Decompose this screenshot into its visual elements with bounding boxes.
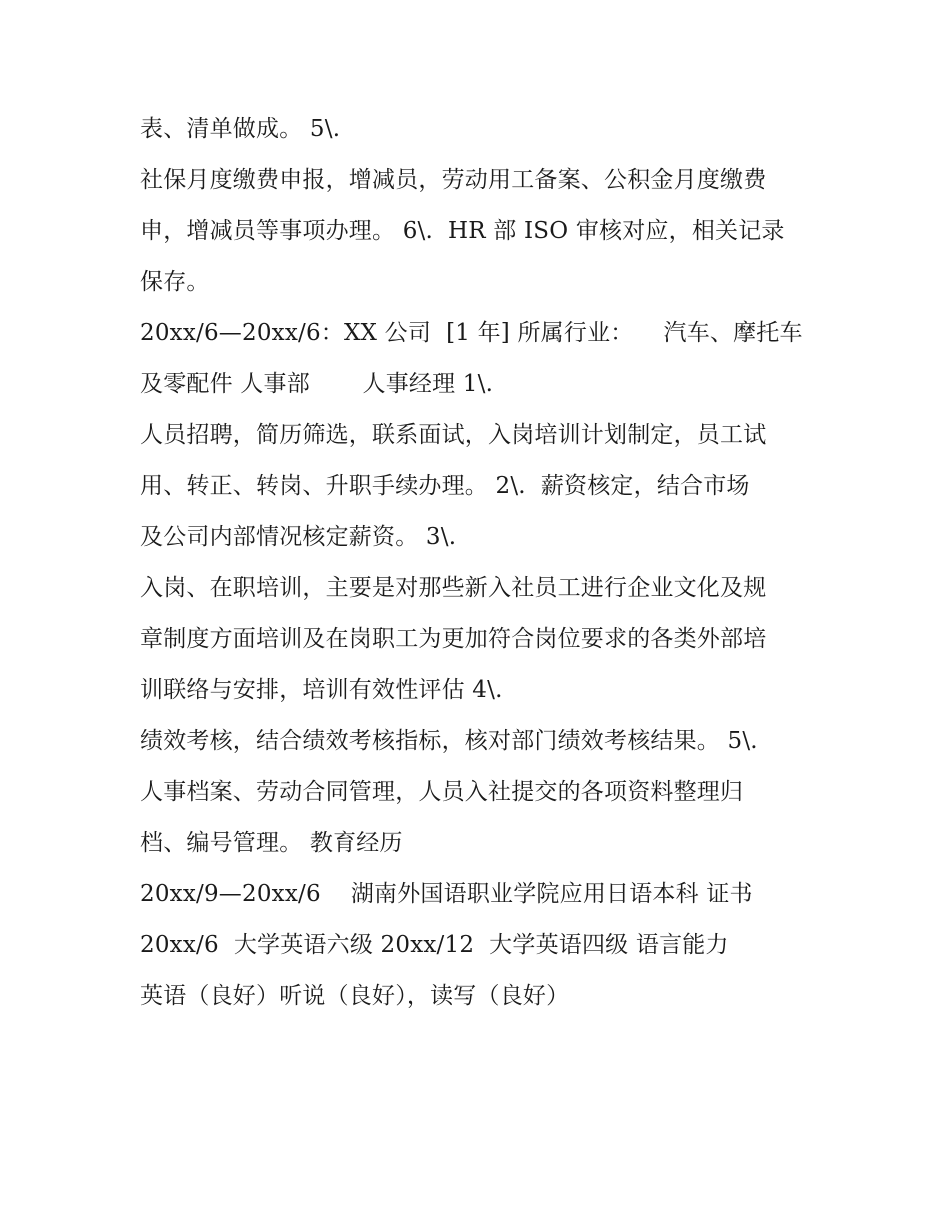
text-line: 申，增减员等事项办理。 6\. HR 部 ISO 审核对应，相关记录	[140, 218, 785, 244]
text-line: 20xx/6 大学英语六级 20xx/12 大学英语四级 语言能力	[140, 932, 729, 958]
text-line: 英语（良好）听说（良好），读写（良好）	[140, 983, 570, 1009]
text-line: 20xx/6—20xx/6：XX 公司 [1 年] 所属行业： 汽车、摩托车	[140, 320, 803, 346]
resume-text-block	[140, 104, 830, 1022]
text-line: 及零配件 人事部 人事经理 1\.	[140, 371, 494, 397]
text-line: 人员招聘，简历筛选，联系面试，入岗培训计划制定，员工试	[140, 422, 767, 448]
text-line: 保存。	[140, 269, 210, 295]
text-line: 绩效考核，结合绩效考核指标，核对部门绩效考核结果。 5\.	[140, 728, 758, 754]
text-line: 社保月度缴费申报，增减员，劳动用工备案、公积金月度缴费	[140, 167, 767, 193]
text-line: 章制度方面培训及在岗职工为更加符合岗位要求的各类外部培	[140, 626, 767, 652]
text-line: 用、转正、转岗、升职手续办理。 2\. 薪资核定，结合市场	[140, 473, 750, 499]
text-line: 20xx/9—20xx/6 湖南外国语职业学院应用日语本科 证书	[140, 881, 753, 907]
text-line: 表、清单做成。 5\.	[140, 116, 341, 142]
text-line: 人事档案、劳动合同管理，人员入社提交的各项资料整理归	[140, 779, 744, 805]
text-line: 档、编号管理。 教育经历	[140, 830, 403, 856]
text-line: 训联络与安排，培训有效性评估 4\.	[140, 677, 503, 703]
text-line: 及公司内部情况核定薪资。 3\.	[140, 524, 457, 550]
text-line: 入岗、在职培训，主要是对那些新入社员工进行企业文化及规	[140, 575, 767, 601]
